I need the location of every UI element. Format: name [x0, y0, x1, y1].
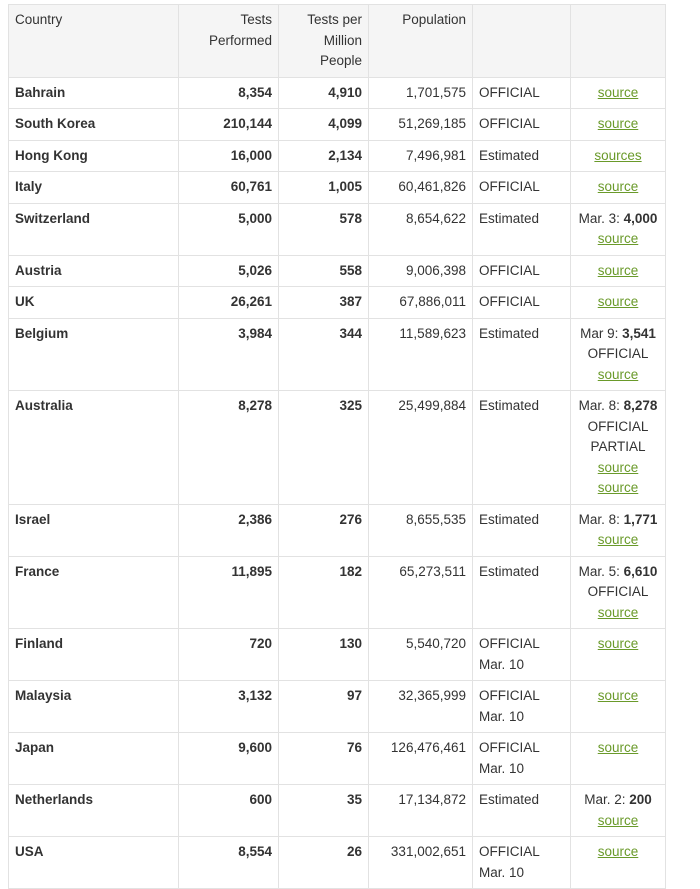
status-date: Mar. 10	[479, 864, 525, 880]
tests-performed-cell: 3,984	[179, 318, 279, 391]
status-text: OFFICIAL	[479, 179, 540, 194]
source-cell	[571, 172, 666, 204]
status-cell	[473, 556, 571, 629]
table-row	[9, 629, 666, 681]
tests-per-million-cell: 4,099	[279, 109, 369, 141]
source-link[interactable]: source	[597, 636, 639, 651]
table-row	[9, 318, 666, 391]
status-text: OFFICIAL	[479, 84, 540, 100]
note-line	[577, 209, 659, 230]
table-row	[9, 109, 666, 141]
country-cell: Netherlands	[9, 785, 179, 837]
source-cell	[571, 733, 666, 785]
source-cell	[571, 140, 666, 172]
note-line	[577, 510, 659, 531]
table-row	[9, 140, 666, 172]
source-cell	[571, 837, 666, 889]
table-row	[9, 556, 666, 629]
tests-per-million-cell: 182	[279, 556, 369, 629]
tests-per-million-cell: 325	[279, 391, 369, 505]
note-date: Mar. 2:	[584, 792, 630, 807]
note-text: OFFICIAL	[587, 584, 649, 599]
tests-performed-cell: 210,144	[179, 109, 279, 141]
country-cell: Austria	[9, 255, 179, 287]
population-cell: 25,499,884	[369, 391, 473, 505]
population-cell: 331,002,651	[369, 837, 473, 889]
tests-per-million-cell: 2,134	[279, 140, 369, 172]
tests-per-million-cell: 578	[279, 203, 369, 255]
table-row	[9, 287, 666, 319]
note-date: Mar. 5:	[578, 563, 624, 579]
country-cell: Hong Kong	[9, 140, 179, 172]
source-cell	[571, 504, 666, 556]
status-cell	[473, 203, 571, 255]
tests-table	[8, 4, 666, 889]
note-line	[577, 562, 659, 583]
status-cell	[473, 318, 571, 391]
source-link[interactable]: source	[597, 532, 639, 547]
status-text: OFFICIAL	[479, 294, 540, 309]
source-link[interactable]: source	[597, 812, 639, 828]
source-cell	[571, 287, 666, 319]
note-text: OFFICIAL	[587, 346, 649, 361]
status-text: Estimated	[479, 511, 540, 527]
tests-per-million-cell: 4,910	[279, 77, 369, 109]
source-cell	[571, 785, 666, 837]
tests-performed-cell: 11,895	[179, 556, 279, 629]
source-link[interactable]: source	[597, 231, 639, 246]
header-population: Population	[369, 5, 473, 78]
tests-performed-cell: 16,000	[179, 140, 279, 172]
status-text: Estimated	[479, 792, 540, 807]
status-cell	[473, 109, 571, 141]
status-cell	[473, 140, 571, 172]
header-source	[571, 5, 666, 78]
population-cell: 126,476,461	[369, 733, 473, 785]
status-cell	[473, 391, 571, 505]
country-cell: Israel	[9, 504, 179, 556]
source-link[interactable]: source	[597, 480, 639, 495]
note-line	[577, 324, 659, 345]
table-row	[9, 504, 666, 556]
status-text: OFFICIAL	[479, 844, 540, 859]
source-link[interactable]: sources	[594, 147, 642, 163]
status-text: Estimated	[479, 325, 540, 341]
population-cell: 60,461,826	[369, 172, 473, 204]
table-row	[9, 203, 666, 255]
table-row	[9, 681, 666, 733]
tests-performed-cell: 3,132	[179, 681, 279, 733]
population-cell: 9,006,398	[369, 255, 473, 287]
tests-per-million-cell: 35	[279, 785, 369, 837]
source-cell	[571, 629, 666, 681]
note-value: 3,541	[622, 325, 656, 341]
note-date: Mar 9:	[580, 325, 623, 341]
status-text: OFFICIAL	[479, 740, 540, 755]
note-line	[577, 790, 659, 811]
tests-performed-cell: 8,554	[179, 837, 279, 889]
population-cell: 8,655,535	[369, 504, 473, 556]
country-cell: UK	[9, 287, 179, 319]
note-date: Mar. 3:	[578, 210, 624, 226]
status-cell	[473, 837, 571, 889]
country-cell: USA	[9, 837, 179, 889]
table-row	[9, 837, 666, 889]
source-cell	[571, 109, 666, 141]
source-cell	[571, 391, 666, 505]
tests-performed-cell: 8,354	[179, 77, 279, 109]
country-cell: Japan	[9, 733, 179, 785]
country-cell: Belgium	[9, 318, 179, 391]
source-link[interactable]: source	[597, 604, 639, 620]
population-cell: 65,273,511	[369, 556, 473, 629]
tests-performed-cell: 2,386	[179, 504, 279, 556]
header-row	[9, 5, 666, 78]
status-date: Mar. 10	[479, 760, 525, 776]
table-row	[9, 255, 666, 287]
status-cell	[473, 172, 571, 204]
source-link[interactable]: source	[597, 179, 639, 194]
population-cell: 51,269,185	[369, 109, 473, 141]
tests-per-million-cell: 76	[279, 733, 369, 785]
tests-performed-cell: 8,278	[179, 391, 279, 505]
note-text: PARTIAL	[590, 439, 646, 454]
tests-per-million-cell: 387	[279, 287, 369, 319]
header-tests-performed: Tests Performed	[179, 5, 279, 78]
status-text: OFFICIAL	[479, 262, 540, 278]
status-text: Estimated	[479, 210, 540, 226]
source-link[interactable]: source	[597, 366, 639, 382]
source-cell	[571, 318, 666, 391]
source-link[interactable]: source	[597, 740, 639, 755]
source-link[interactable]: source	[597, 844, 639, 859]
source-cell	[571, 77, 666, 109]
source-link[interactable]: source	[597, 688, 639, 703]
tests-performed-cell: 26,261	[179, 287, 279, 319]
source-link[interactable]: source	[597, 459, 639, 475]
note-date: Mar. 8:	[578, 398, 624, 413]
country-cell: Italy	[9, 172, 179, 204]
population-cell: 17,134,872	[369, 785, 473, 837]
source-cell	[571, 255, 666, 287]
country-cell: Finland	[9, 629, 179, 681]
table-body	[9, 77, 666, 889]
country-cell: Bahrain	[9, 77, 179, 109]
status-cell	[473, 681, 571, 733]
tests-performed-cell: 5,026	[179, 255, 279, 287]
tests-per-million-cell: 130	[279, 629, 369, 681]
population-cell: 1,701,575	[369, 77, 473, 109]
status-cell	[473, 255, 571, 287]
status-cell	[473, 629, 571, 681]
country-cell: Australia	[9, 391, 179, 505]
country-cell: Malaysia	[9, 681, 179, 733]
table-row	[9, 733, 666, 785]
note-value: 6,610	[623, 563, 658, 579]
table-row	[9, 77, 666, 109]
status-text: OFFICIAL	[479, 636, 540, 651]
source-link[interactable]: source	[597, 294, 639, 309]
status-cell	[473, 287, 571, 319]
status-date: Mar. 10	[479, 656, 525, 672]
note-value: 200	[629, 792, 652, 807]
table-row	[9, 391, 666, 505]
header-status	[473, 5, 571, 78]
tests-per-million-cell: 26	[279, 837, 369, 889]
tests-per-million-cell: 97	[279, 681, 369, 733]
header-country: Country	[9, 5, 179, 78]
status-text: Estimated	[479, 563, 540, 579]
tests-performed-cell: 9,600	[179, 733, 279, 785]
population-cell: 32,365,999	[369, 681, 473, 733]
status-text: OFFICIAL	[479, 116, 540, 131]
note-value: 4,000	[623, 210, 658, 226]
tests-per-million-cell: 558	[279, 255, 369, 287]
population-cell: 67,886,011	[369, 287, 473, 319]
status-cell	[473, 785, 571, 837]
status-text: Estimated	[479, 147, 540, 163]
status-text: Estimated	[479, 398, 540, 413]
status-text: OFFICIAL	[479, 688, 540, 703]
tests-performed-cell: 60,761	[179, 172, 279, 204]
population-cell: 7,496,981	[369, 140, 473, 172]
note-text: OFFICIAL	[587, 418, 649, 434]
source-link[interactable]: source	[597, 84, 639, 100]
country-cell: South Korea	[9, 109, 179, 141]
country-cell: Switzerland	[9, 203, 179, 255]
country-cell: France	[9, 556, 179, 629]
table-row	[9, 785, 666, 837]
tests-per-million-cell: 276	[279, 504, 369, 556]
status-cell	[473, 733, 571, 785]
source-cell	[571, 681, 666, 733]
source-link[interactable]: source	[597, 116, 639, 131]
status-cell	[473, 77, 571, 109]
source-cell	[571, 556, 666, 629]
status-cell	[473, 504, 571, 556]
tests-performed-cell: 600	[179, 785, 279, 837]
tests-per-million-cell: 344	[279, 318, 369, 391]
header-tests-per-million: Tests per Million People	[279, 5, 369, 78]
note-value: 8,278	[623, 398, 658, 413]
tests-per-million-cell: 1,005	[279, 172, 369, 204]
source-link[interactable]: source	[597, 262, 639, 278]
tests-performed-cell: 5,000	[179, 203, 279, 255]
table-row	[9, 172, 666, 204]
status-date: Mar. 10	[479, 708, 525, 724]
note-line	[577, 396, 659, 417]
population-cell: 11,589,623	[369, 318, 473, 391]
tests-performed-cell: 720	[179, 629, 279, 681]
note-date: Mar. 8:	[578, 511, 624, 527]
source-cell	[571, 203, 666, 255]
population-cell: 8,654,622	[369, 203, 473, 255]
population-cell: 5,540,720	[369, 629, 473, 681]
note-value: 1,771	[623, 511, 658, 527]
